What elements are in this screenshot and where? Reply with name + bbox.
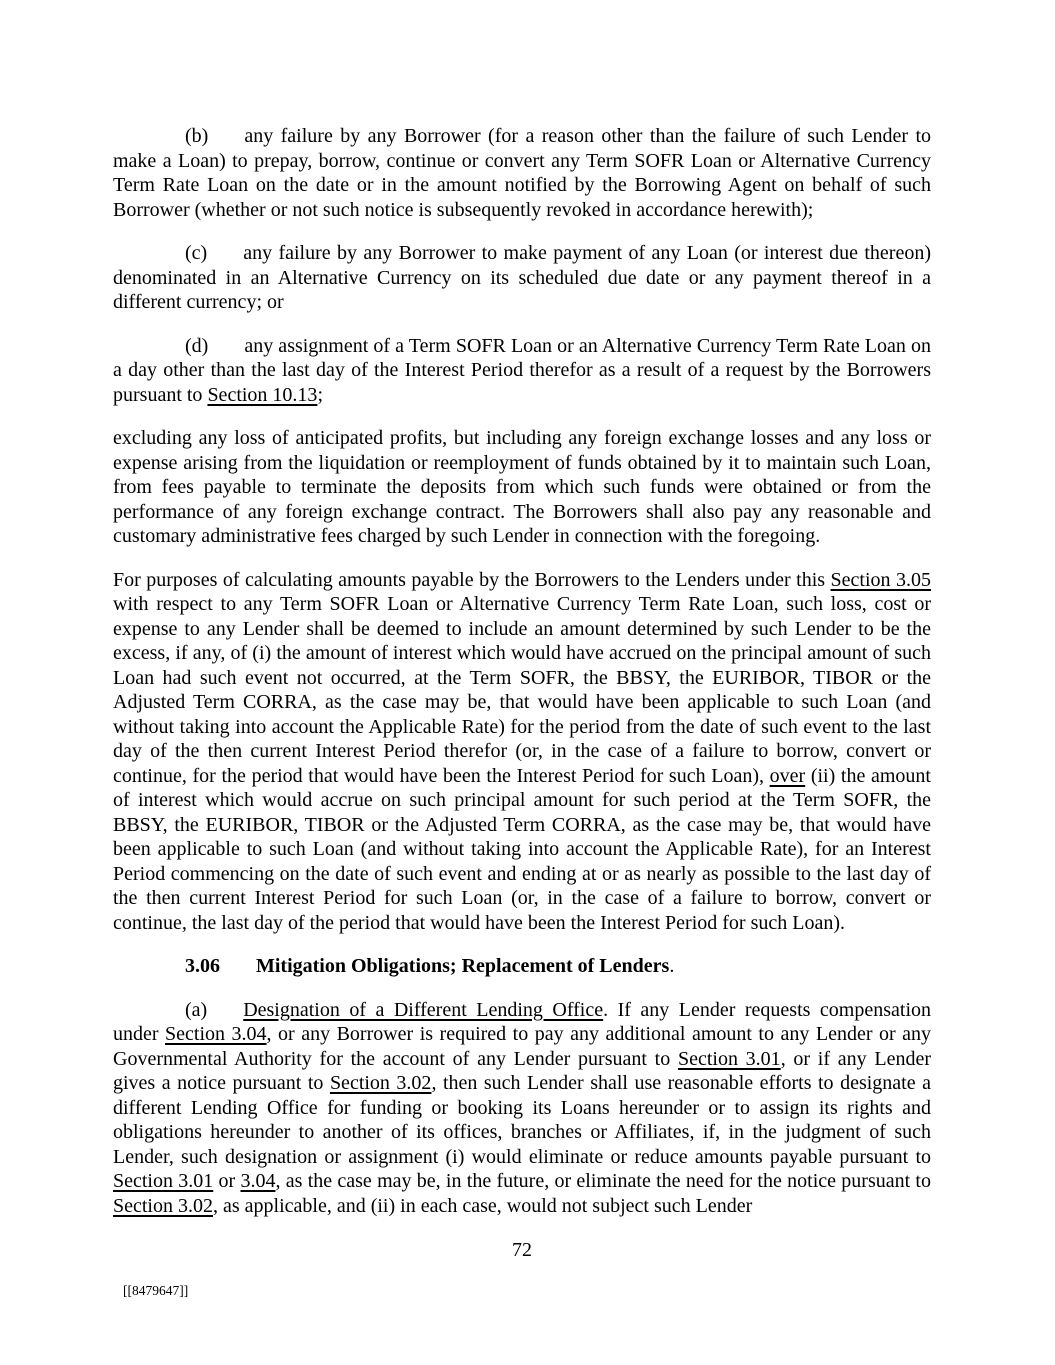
body-text: any assignment of a Term SOFR Loan or an Alternative Currency Term Rate Loan on a day other than the last day of the Interest Period therefor as a result of a request by the Borrowers pursuant to [113,334,931,406]
excluding-paragraph [113,426,931,549]
section-reference: Section 3.01 [677,1047,781,1070]
section-title: Mitigation Obligations; Replacement of Lenders [256,955,670,977]
clause-b-paragraph [113,124,931,222]
body-text: with respect to any Term SOFR Loan or Alternative Currency Term Rate Loan, such loss, cost or expense to any Lender shall be deemed to include an amount determined by such Lender to be the excess, if any, of (i) the amount of interest which would have accrued on the principal amount of such Loan had such event not occurred, at the Term SOFR, the BBSY, the EURIBOR, TIBOR or the Adjusted Term CORRA, as the case may be, that would have been applicable to such Loan (and without taking into account the Applicable Rate) for the period from the date of such event to the last day of the then current Interest Period therefor (or, in the case of a failure to borrow, convert or continue, for the period that would have been the Interest Period for such Loan), [113,593,931,787]
body-text: or [213,1170,241,1192]
body-text: ; [317,383,323,406]
body-text: any failure by any Borrower to make payment of any Loan (or interest due thereon) denominated in an Alternative Currency on its scheduled due date or any payment thereof in a different currency; or [113,242,931,313]
section-306-heading [113,954,931,979]
section-reference: Section 3.05 [830,568,931,591]
clause-c-paragraph [113,241,931,315]
document-body [113,124,931,1237]
body-text: , then such Lender shall use reasonable efforts to designate a different Lending Office for funding or booking its Loans hereunder or to assign its rights and obligations hereunder to another of its offices, branches or Affiliates, if, in the judgment of such Lender, such designation or assignment (i) would eliminate or reduce amounts payable pursuant to [113,1072,931,1168]
clause-label: (d) [185,334,209,357]
footer-document-tag: [[8479647]] [123,1283,189,1298]
body-text: excluding any loss of anticipated profits, but including any foreign exchange losses and any loss or expense arising from the liquidation or reemployment of funds obtained by it to maintain such Loan, from fees payable to terminate the deposits from which such funds were obtained or from the performance of any foreign exchange contract. The Borrowers shall also pay any reasonable and customary administrative fees charged by such Lender in connection with the foregoing. [113,427,931,547]
page-number: 72 [512,1239,532,1261]
body-text: , as applicable, and (ii) in each case, would not subject such Lender [213,1194,753,1217]
for-purposes-paragraph [113,568,931,936]
body-text: . [669,955,675,977]
body-text: any failure by any Borrower (for a reason other than the failure of such Lender to make a Loan) to prepay, borrow, continue or convert any Term SOFR Loan or Alternative Currency Term Rate Loan on the date or in the amount notified by the Borrowing Agent on behalf of such Borrower (whether or not such notice is subsequently revoked in accordance herewith); [113,125,931,221]
section-reference: Section 3.04 [165,1023,267,1045]
section-reference: Section 3.02 [113,1194,213,1217]
clause-heading: Designation of a Different Lending Office [243,998,604,1021]
clause-label: (c) [185,242,208,264]
body-text: . If any Lender requests compensation under [113,998,932,1045]
body-text: , or if any Lender gives a notice pursuant to [113,1047,932,1094]
section-reference: 3.04 [240,1170,276,1192]
section-number: 3.06 [185,955,220,977]
section-reference: Section 3.02 [329,1072,432,1094]
emphasized-term: over [769,764,806,787]
clause-label: (a) [185,998,208,1021]
clause-d-paragraph [113,334,931,408]
body-text: , or any Borrower is required to pay any additional amount to any Lender or any Governmental Authority for the account of any Lender pursuant to [113,1023,932,1070]
clause-label: (b) [185,125,209,147]
body-text: (ii) the amount of interest which would accrue on such principal amount for such period at the Term SOFR, the BBSY, the EURIBOR, TIBOR or the Adjusted Term CORRA, as the case may be, that would have been applicable to such Loan (and without taking into account the Applicable Rate), for an Interest Period commencing on the date of such event and ending at or as nearly as possible to the last day of the then current Interest Period for such Loan (or, in the case of a failure to borrow, convert or continue, the last day of the period that would have been the Interest Period for such Loan). [113,764,931,934]
clause-a-paragraph [113,998,931,1219]
section-reference: Section 10.13 [207,383,318,406]
body-text: , as the case may be, in the future, or eliminate the need for the notice pursuant to [275,1170,931,1192]
section-reference: Section 3.01 [113,1170,214,1192]
body-text: For purposes of calculating amounts payable by the Borrowers to the Lenders under this [113,568,831,591]
